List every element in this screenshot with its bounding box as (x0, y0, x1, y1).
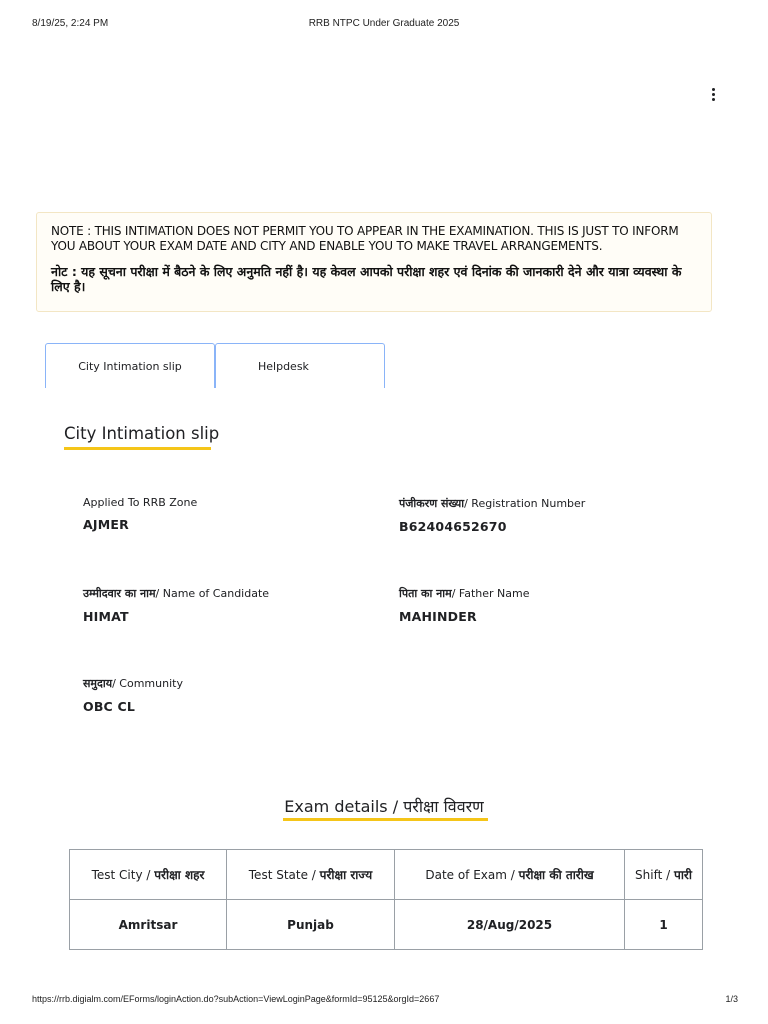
field-zone-value: AJMER (83, 517, 129, 532)
note-english: NOTE : THIS INTIMATION DOES NOT PERMIT YOU TO APPEAR IN THE EXAMINATION. THIS IS JUST TO INFORM YOU ABOUT YOUR EXAM DATE AND CITY AND ENABLE YOU TO MAKE TRAVEL ARRANGEMENTS. (51, 224, 679, 253)
tab-helpdesk[interactable]: Helpdesk (215, 343, 385, 388)
section-title: City Intimation slip (64, 424, 220, 443)
field-father-label: पिता का नाम/ Father Name (399, 587, 530, 600)
field-community-label: समुदाय/ Community (83, 677, 183, 690)
note-hindi: नोट : यह सूचना परीक्षा में बैठने के लिए अनुमति नहीं है। यह केवल आपको परीक्षा शहर एवं दिनांक की जानकारी देने और यात्रा व्यवस्था के लिए है। (51, 264, 682, 294)
field-registration-value: B62404652670 (399, 519, 507, 534)
field-zone (83, 496, 197, 532)
tab-bar (45, 343, 385, 388)
print-title: RRB NTPC Under Graduate 2025 (308, 18, 460, 29)
field-community-value: OBC CL (83, 699, 136, 714)
tab-city-intimation-slip[interactable]: City Intimation slip (45, 343, 215, 388)
print-footer (0, 994, 768, 1008)
header-test-state: Test State / परीक्षा राज्य (227, 850, 395, 900)
print-page-number: 1/3 (725, 994, 738, 1004)
print-header (0, 18, 768, 32)
intimation-note (36, 212, 712, 312)
section-title-underline (64, 447, 211, 450)
field-registration (399, 496, 585, 534)
header-shift: Shift / पारी (625, 850, 703, 900)
more-vert-icon[interactable] (707, 86, 719, 102)
field-zone-label: Applied To RRB Zone (83, 496, 198, 509)
field-community (83, 676, 183, 714)
exam-details-title: Exam details / परीक्षा विवरण (284, 797, 484, 816)
field-candidate-value: HIMAT (83, 609, 129, 624)
table-row (70, 900, 703, 950)
header-date-of-exam: Date of Exam / परीक्षा की तारीख (395, 850, 625, 900)
field-father-value: MAHINDER (399, 609, 477, 624)
print-url: https://rrb.digialm.com/EForms/loginAction.do?subAction=ViewLoginPage&formId=95125&orgId=2667 (32, 994, 440, 1004)
field-registration-label: पंजीकरण संख्या/ Registration Number (399, 497, 586, 510)
exam-details-underline (283, 818, 488, 821)
cell-test-state: Punjab (227, 900, 395, 950)
exam-details-table (69, 849, 703, 950)
cell-test-city: Amritsar (70, 900, 227, 950)
print-datetime: 8/19/25, 2:24 PM (32, 18, 109, 29)
cell-shift: 1 (625, 900, 703, 950)
header-test-city: Test City / परीक्षा शहर (70, 850, 227, 900)
field-candidate (83, 586, 269, 624)
table-header-row (70, 850, 703, 900)
field-candidate-label: उम्मीदवार का नाम/ Name of Candidate (83, 587, 270, 600)
cell-date-of-exam: 28/Aug/2025 (395, 900, 625, 950)
field-father (399, 586, 530, 624)
